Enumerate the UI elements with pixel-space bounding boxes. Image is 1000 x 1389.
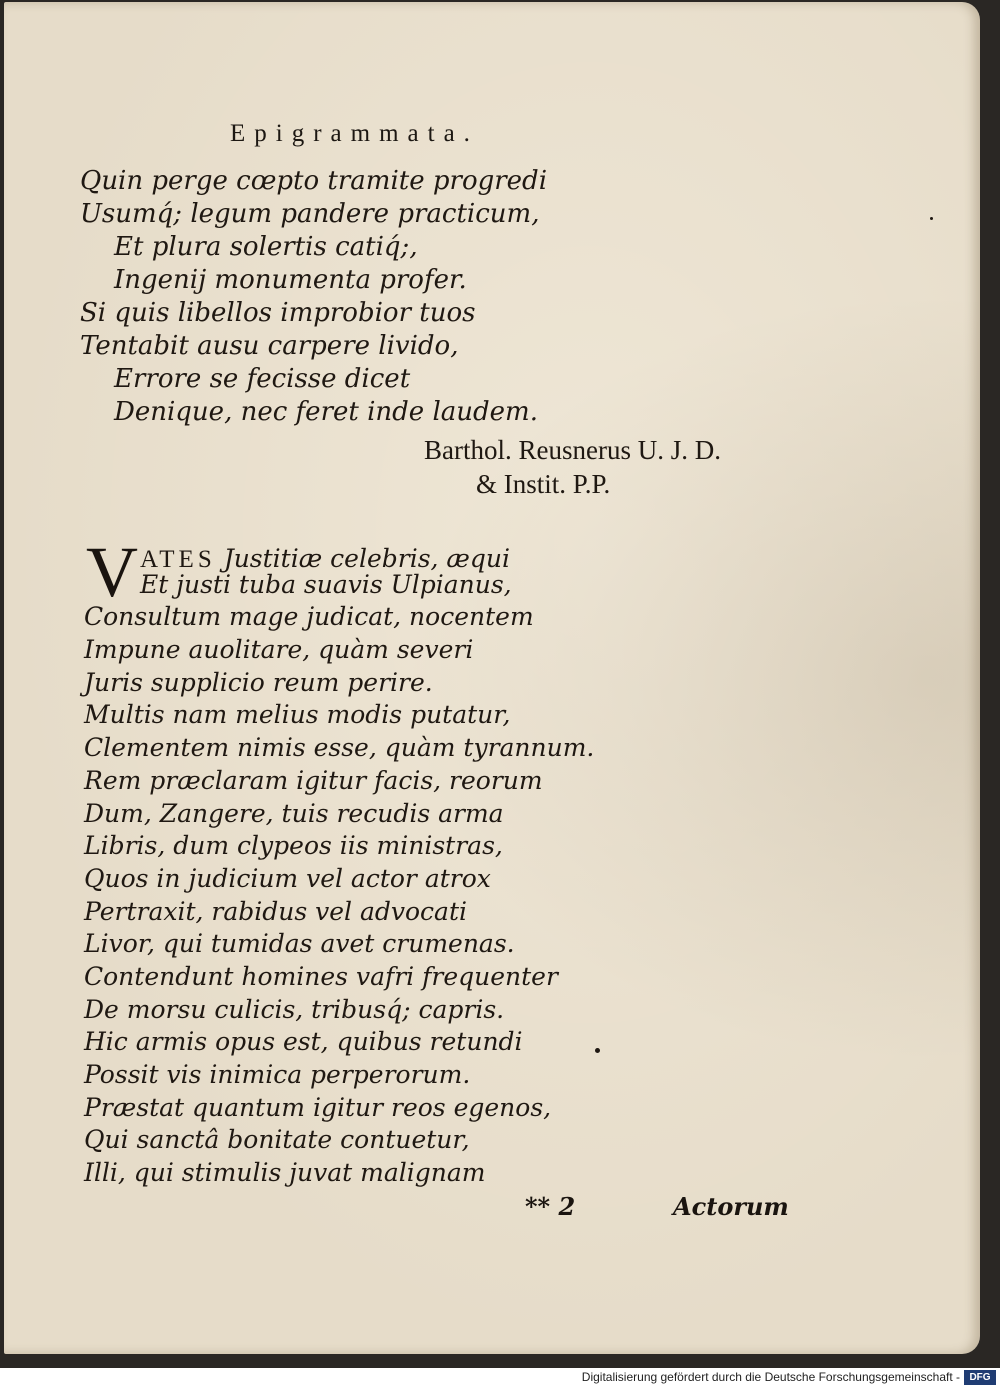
first-line-rest: Justitiæ celebris, æqui [223, 544, 511, 573]
ink-speck [595, 1048, 600, 1053]
verse-line: Si quis libellos improbior tuos [80, 298, 476, 328]
verse-line: Multis nam melius modis putatur, [84, 700, 511, 730]
verse-line: Pertraxit, rabidus vel advocati [84, 896, 468, 926]
verse-line: Rem præclaram igitur facis, reorum [84, 765, 543, 795]
verse-line: De morsu culicis, tribusq́; capris. [84, 994, 505, 1024]
running-head: Epigrammata. [230, 120, 479, 147]
poem-second-second-line: Et justi tuba suavis Ulpianus, [140, 569, 512, 599]
signature-line-name: Barthol. Reusnerus U. J. D. [424, 435, 721, 465]
verse-line: Ingenij monumenta profer. [114, 265, 467, 295]
verse-line: Clementem nimis esse, quàm tyrannum. [84, 733, 595, 763]
verse-line: Et plura solertis catiq́;, [114, 232, 418, 262]
digitization-credit-bar [0, 1368, 1000, 1389]
verse-line: Libris, dum clypeos iis ministras, [84, 831, 503, 861]
verse-line: Dum, Zangere, tuis recudis arma [84, 798, 504, 828]
verse-line: Consultum mage judicat, nocentem [84, 602, 534, 632]
verse-line: Quos in judicium vel actor atrox [84, 863, 491, 893]
verse-line: Possit vis inimica perperorum. [84, 1060, 471, 1089]
verse-line: Usumq́; legum pandere practicum, [80, 199, 540, 229]
signature-mark: ** 2 [525, 1192, 576, 1221]
verse-line: Qui sanctâ bonitate contuetur, [84, 1125, 470, 1155]
catchword: Actorum [673, 1192, 789, 1221]
verse-line: Impune auolitare, quàm severi [84, 635, 474, 665]
verse-line: Illi, qui stimulis juvat malignam [84, 1158, 486, 1188]
verse-line: Juris supplicio reum perire. [84, 667, 433, 697]
author-signature [424, 433, 784, 501]
poem-first [80, 165, 780, 429]
verse-line: Contendunt homines vafri frequenter [84, 961, 558, 991]
ink-speck [930, 217, 933, 220]
verse-line: Livor, qui tumidas avet crumenas. [84, 929, 515, 959]
credit-text: Digitalisierung gefördert durch die Deutsche Forschungsgemeinschaft - [581, 1370, 960, 1384]
signature-line-title: & Instit. P.P. [476, 469, 611, 499]
drop-cap: V [86, 532, 138, 612]
verse-line: Denique, nec feret inde laudem. [114, 397, 538, 427]
verse-line: Errore se fecisse dicet [114, 364, 411, 394]
first-line-small-caps: ATES [140, 546, 216, 573]
verse-line: Quin perge cœpto tramite progredi [80, 166, 548, 196]
verse-line: Hic armis opus est, quibus retundi [84, 1027, 523, 1057]
verse-line: Tentabit ausu carpere livido, [80, 331, 459, 361]
poem-second [84, 532, 844, 1190]
verse-line: Præstat quantum igitur reos egenos, [84, 1092, 552, 1122]
dfg-logo: DFG [964, 1370, 996, 1385]
